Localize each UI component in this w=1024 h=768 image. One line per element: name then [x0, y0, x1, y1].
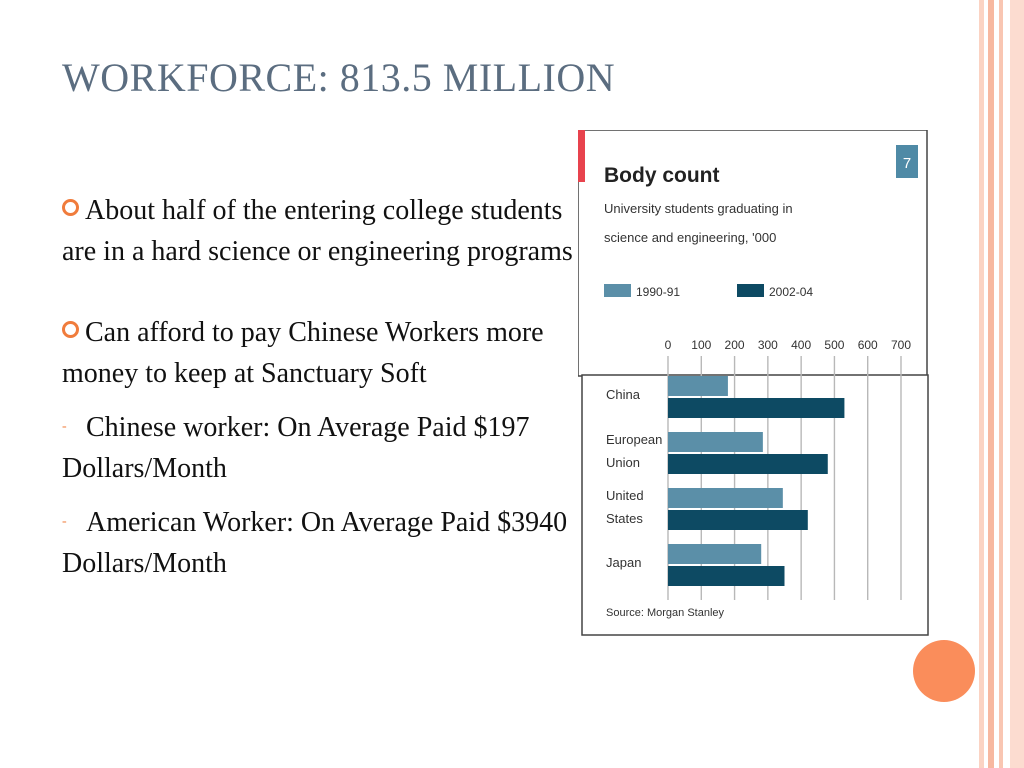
x-tick-label: 100 [691, 338, 712, 352]
bar-2002-04-china [668, 398, 844, 418]
bar-1990-91-china [668, 376, 728, 396]
bullet-dash-icon: - [62, 514, 67, 529]
bar-2002-04-japan [668, 566, 785, 586]
bullet-1-text: About half of the entering college students are in a hard science or engineering programs [62, 195, 573, 267]
bullet-1 [62, 190, 582, 272]
body-count-chart [578, 130, 930, 638]
bullet-2 [62, 312, 582, 394]
slide-body [62, 190, 582, 584]
bar-1990-91-european-union [668, 432, 763, 452]
right-stripe-4 [1010, 0, 1024, 768]
legend-swatch-1 [604, 284, 631, 297]
decorative-orange-circle [913, 640, 975, 702]
right-stripe-2 [988, 0, 994, 768]
x-tick-label: 600 [857, 338, 878, 352]
x-tick-label: 200 [724, 338, 745, 352]
category-label: Union [606, 455, 640, 470]
chart-red-tab [578, 130, 585, 182]
bullet-ring-icon [62, 321, 79, 338]
chart-source: Source: Morgan Stanley [606, 607, 725, 619]
category-label: European [606, 432, 663, 447]
bar-1990-91-japan [668, 544, 761, 564]
legend-label-2: 2002-04 [769, 285, 814, 299]
category-label: China [606, 387, 640, 402]
right-stripe-1 [979, 0, 984, 768]
x-tick-label: 700 [890, 338, 912, 352]
category-label: Japan [606, 555, 642, 570]
bullet-4-text: American Worker: On Average Paid $3940 Dollars/Month [62, 507, 568, 579]
chart-badge-text: 7 [902, 155, 912, 172]
bullet-dash-icon: - [62, 419, 67, 434]
bar-2002-04-united-states [668, 510, 808, 530]
chart-subtitle-line-2: science and engineering, '000 [604, 230, 777, 245]
x-tick-label: 0 [664, 338, 672, 352]
x-tick-label: 400 [791, 338, 812, 352]
legend-label-1: 1990-91 [636, 285, 681, 299]
bar-2002-04-european-union [668, 454, 828, 474]
x-tick-label: 500 [824, 338, 845, 352]
bullet-2-text: Can afford to pay Chinese Workers more money to keep at Sanctuary Soft [62, 317, 544, 389]
bar-1990-91-united-states [668, 488, 783, 508]
bullet-3-text: Chinese worker: On Average Paid $197 Dollars/Month [62, 412, 530, 484]
bullet-3 [62, 406, 582, 489]
chart-subtitle-line-1: University students graduating in [604, 201, 793, 216]
legend-swatch-2 [737, 284, 764, 297]
bullet-4 [62, 501, 582, 584]
slide-title: WORKFORCE: 813.5 MILLION [62, 55, 616, 100]
bullet-ring-icon [62, 199, 79, 216]
chart-title: Body count [604, 164, 720, 187]
category-label: United [606, 488, 644, 503]
category-label: States [606, 511, 643, 526]
x-tick-label: 300 [757, 338, 778, 352]
right-stripe-3 [999, 0, 1003, 768]
